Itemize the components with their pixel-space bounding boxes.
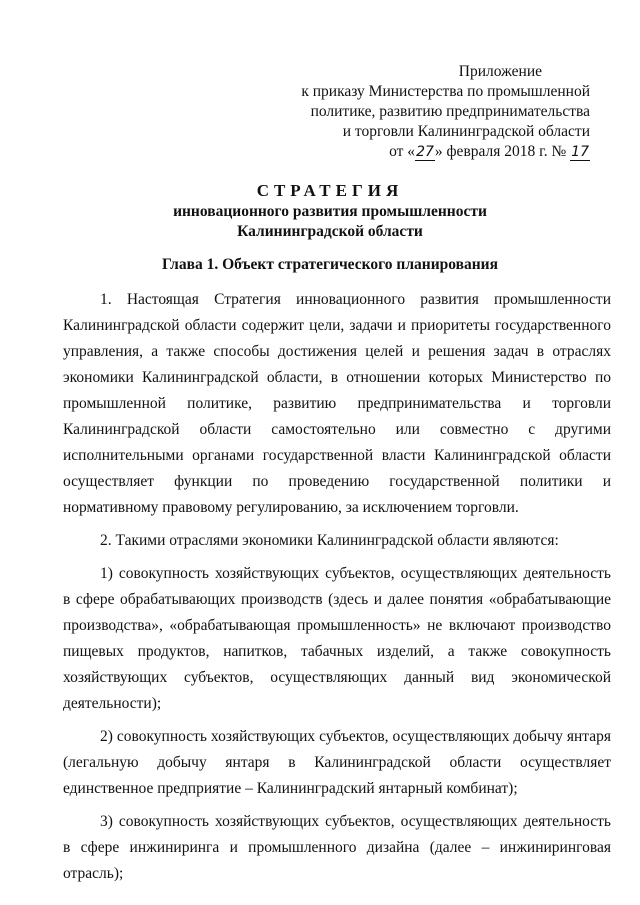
list-item-3: 3) совокупность хозяйствующих субъектов, осуществляющих деятельность в сфере инжиниринга и промышленного дизайна (далее – инжиниринговая отрасль); <box>63 813 611 882</box>
appendix-header <box>300 62 590 162</box>
chapter-heading: Глава 1. Объект стратегического планирования <box>162 256 498 273</box>
document-subtitle-line2: Калининградской области <box>237 223 423 240</box>
appendix-label: Приложение <box>458 63 542 80</box>
handwritten-number: 17 <box>571 144 589 160</box>
list-item-2: 2) совокупность хозяйствующих субъектов, осуществляющих добычу янтаря (легальную добычу янтаря в Калининградской области осуществляет единственное предприятие – Калининградский янтарный комбинат); <box>63 728 611 797</box>
document-title: СТРАТЕГИЯ <box>256 181 404 200</box>
appendix-region-line: и торговли Калининградской области <box>342 123 590 140</box>
paragraph-2: 2. Такими отраслями экономики Калининградской области являются: <box>100 532 559 549</box>
list-item-1: 1) совокупность хозяйствующих субъектов, осуществляющих деятельность в сфере обрабатывающих производств (здесь и далее понятия «обрабатывающие производства», «обрабатывающая промышленность» не включают производство пищевых продуктов, напитков, табачных изделий, а также совокупность хозяйствующих субъектов, осуществляющих данный вид экономической деятельности); <box>63 565 611 712</box>
document-title-block <box>90 180 570 242</box>
appendix-order-line: к приказу Министерства по промышленной <box>301 83 590 100</box>
appendix-ministry-line: политике, развитию предпринимательства <box>310 103 590 120</box>
paragraph-1: 1. Настоящая Стратегия инновационного развития промышленности Калининградской области содержит цели, задачи и приоритеты государственного управления, а также способы достижения целей и решения задач в отраслях экономики Калининградской области, в отношении которых Министерство по промышленной политике, развитию предпринимательства и торговли Калининградской области самостоятельно или совместно с другими исполнительными органами государственной власти Калининградской области осуществляет функции по проведению государственной политики и нормативному правовому регулированию, за исключением торговли. <box>63 291 611 516</box>
handwritten-day: 27 <box>416 144 434 160</box>
document-subtitle-line1: инновационного развития промышленности <box>173 203 487 220</box>
date-middle: » февраля 2018 г. № <box>434 143 567 160</box>
date-prefix: от « <box>389 143 416 160</box>
document-body <box>63 287 611 894</box>
appendix-date-line <box>300 142 590 162</box>
